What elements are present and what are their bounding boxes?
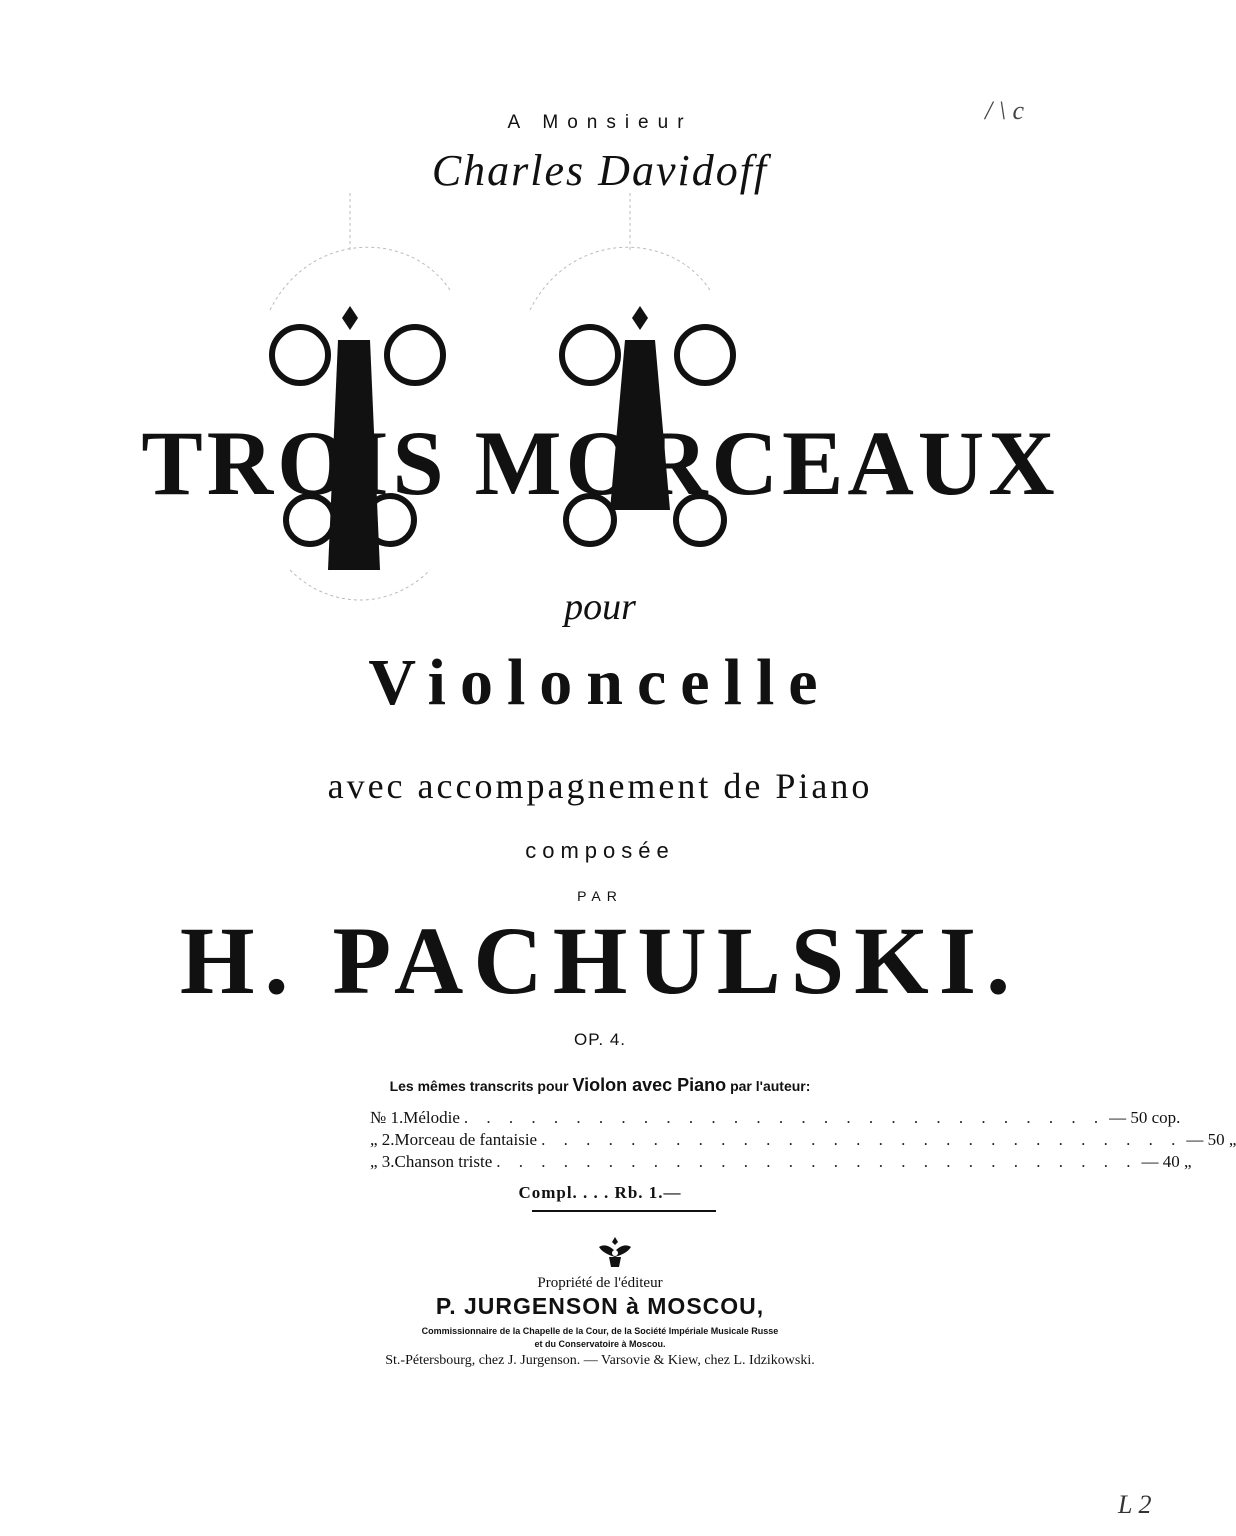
transcription-instrument: Violon avec Piano — [572, 1075, 727, 1095]
pour-label: pour — [564, 586, 636, 628]
piece-title: Chanson triste — [394, 1152, 493, 1171]
dedicatee-name: Charles Davidoff — [431, 146, 769, 195]
composer-name: H. PACHULSKI. — [179, 907, 1021, 1014]
piece-leader: . . . . . . . . . . . . . . . . . . . . . . . . . . . . . — [496, 1152, 1138, 1171]
instrument: Violoncelle — [368, 646, 832, 719]
list-item — [370, 1130, 1236, 1152]
piece-price: — 50 cop. — [1109, 1108, 1181, 1127]
piece-title: Mélodie — [403, 1108, 460, 1127]
title: TROIS MORCEAUX — [141, 412, 1059, 514]
pieces-list — [370, 1108, 1236, 1174]
handwritten-mark-top: / \ c — [985, 96, 1024, 125]
divider — [532, 1210, 716, 1212]
property-of-publisher: Propriété de l'éditeur — [537, 1275, 663, 1291]
list-item — [370, 1108, 1181, 1130]
piece-leader: . . . . . . . . . . . . . . . . . . . . . . . . . . . . . — [463, 1108, 1106, 1127]
title-ornament — [230, 190, 1000, 610]
piece-number: № 1. — [370, 1108, 404, 1127]
transcription-post: par l'auteur: — [730, 1078, 811, 1094]
transcription-pre: Les mêmes transcrits pour — [389, 1078, 569, 1094]
opus-number: OP. 4. — [574, 1030, 626, 1049]
piece-number: „ 3. — [370, 1152, 395, 1171]
piece-price: — 50 „ — [1186, 1130, 1236, 1149]
publisher-branches: St.-Pétersbourg, chez J. Jurgenson. — Varsovie & Kiew, chez L. Idzikowski. — [385, 1353, 815, 1368]
piece-number: „ 2. — [370, 1130, 395, 1149]
commission-line-1: Commissionnaire de la Chapelle de la Cour, de la Société Impériale Musicale Russe — [421, 1326, 779, 1336]
publisher-name: P. JURGENSON à MOSCOU, — [435, 1293, 765, 1319]
accompaniment: avec accompagnement de Piano — [327, 766, 873, 806]
transcription-note — [0, 1075, 1200, 1096]
par-label: PAR — [577, 888, 623, 904]
piece-title: Morceau de fantaisie — [394, 1130, 538, 1149]
piece-price: — 40 „ — [1141, 1152, 1192, 1171]
handwritten-mark-bottom: L 2 — [1118, 1490, 1152, 1519]
list-item — [370, 1152, 1192, 1174]
dedication-prefix: A Monsieur — [507, 112, 693, 133]
imperial-eagle-icon — [595, 1233, 635, 1273]
composee-label: composée — [525, 838, 675, 863]
commission-line-2: et du Conservatoire à Moscou. — [534, 1339, 666, 1349]
complete-price: Compl. . . . Rb. 1.— — [518, 1183, 682, 1202]
piece-leader: . . . . . . . . . . . . . . . . . . . . . . . . . . . . . — [541, 1130, 1183, 1149]
